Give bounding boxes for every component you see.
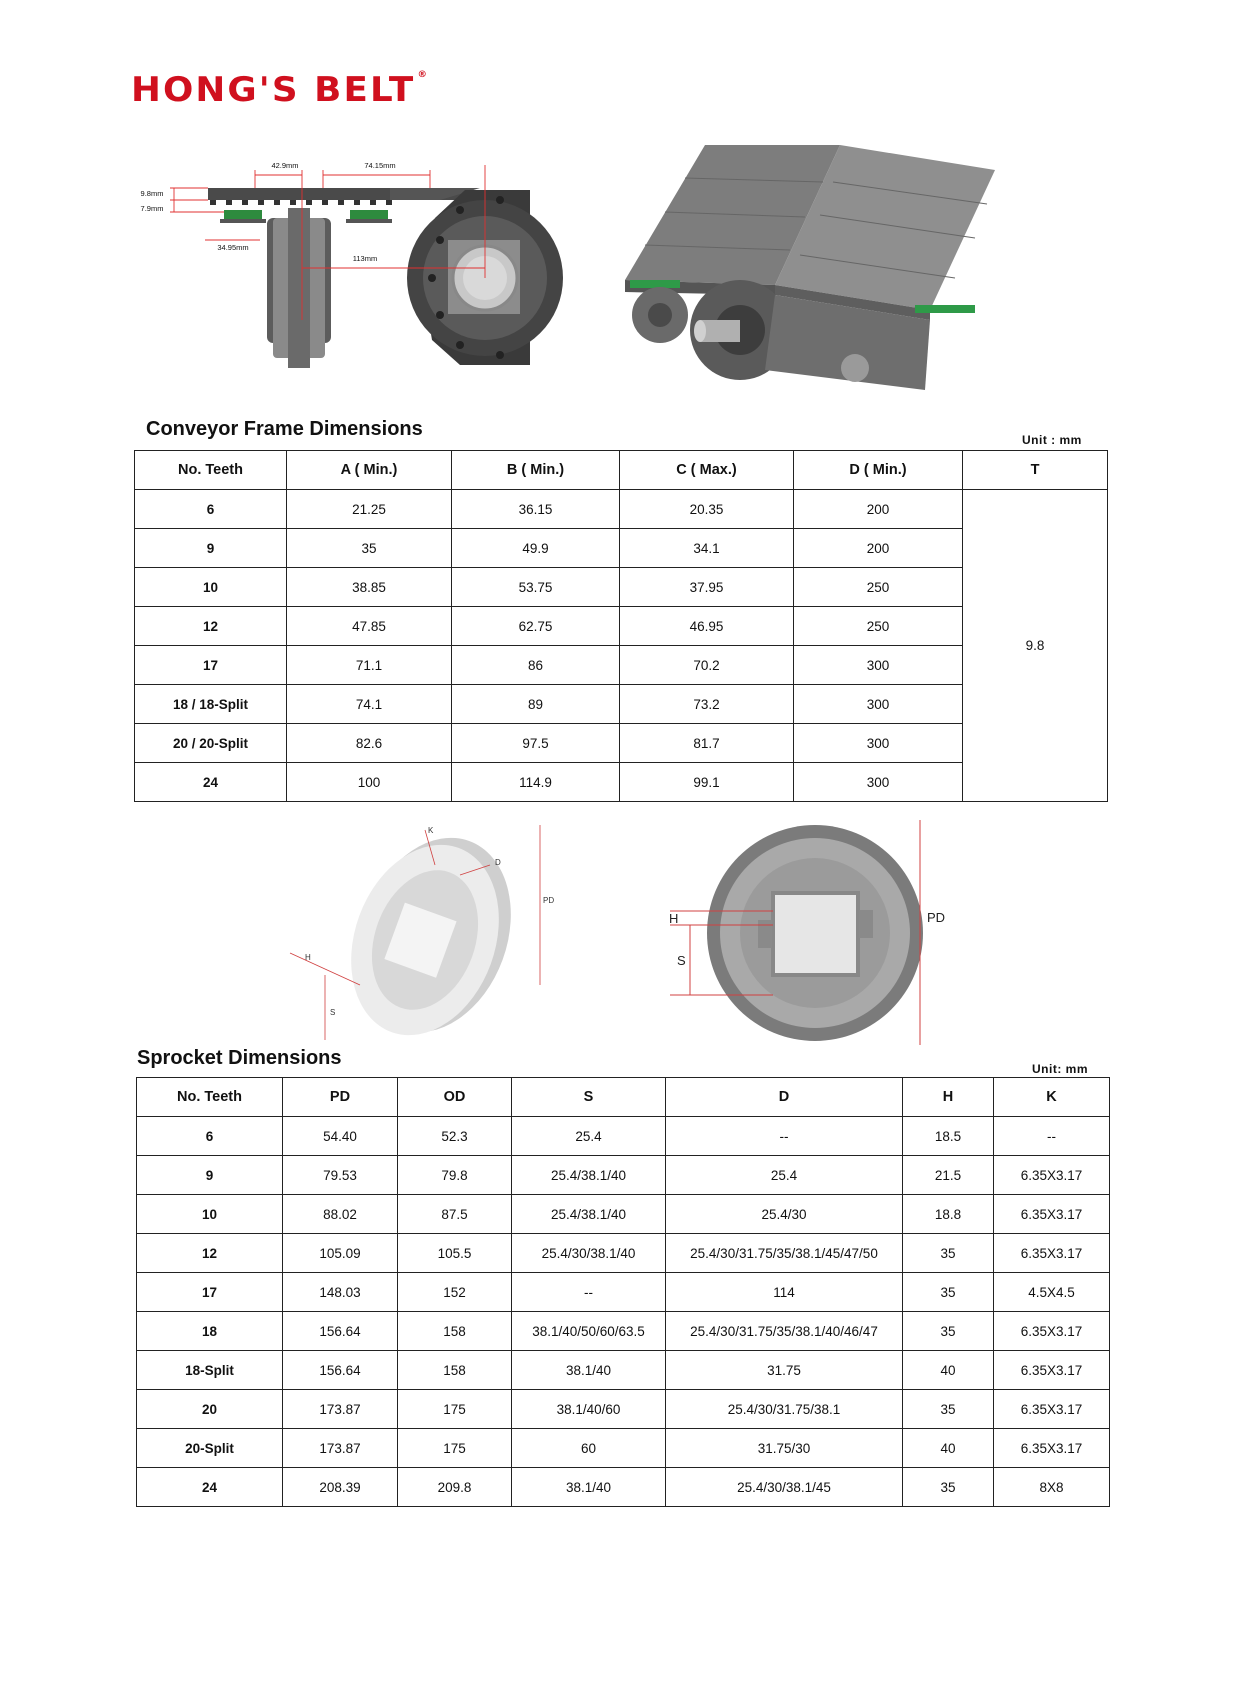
cell: 17 <box>135 646 287 685</box>
conveyor-belt-3d-image <box>625 140 1000 410</box>
sprocket-dimensions-table <box>136 1077 1110 1507</box>
cell: 6 <box>137 1117 283 1156</box>
cell: 25.4/38.1/40 <box>512 1156 666 1195</box>
table-row <box>135 763 1108 802</box>
cell: 156.64 <box>283 1312 398 1351</box>
table-row <box>137 1312 1110 1351</box>
cell: 24 <box>135 763 287 802</box>
cell: 6 <box>135 490 287 529</box>
table-row <box>135 685 1108 724</box>
cell: 99.1 <box>620 763 794 802</box>
sprocket-unit-label: Unit: mm <box>1032 1062 1088 1076</box>
header-no-teeth: No. Teeth <box>135 451 287 490</box>
cell: 38.85 <box>287 568 452 607</box>
table-row <box>135 607 1108 646</box>
cell: 6.35X3.17 <box>994 1156 1110 1195</box>
white-sprocket-k-label: K <box>428 826 434 835</box>
frame-unit-label: Unit : mm <box>1022 433 1082 447</box>
cell: 25.4/30/31.75/38.1 <box>666 1390 903 1429</box>
cell: 200 <box>794 529 963 568</box>
cell: 82.6 <box>287 724 452 763</box>
cell: 20-Split <box>137 1429 283 1468</box>
cell: 88.02 <box>283 1195 398 1234</box>
cell: 156.64 <box>283 1351 398 1390</box>
cell: 18.5 <box>903 1117 994 1156</box>
cell: 6.35X3.17 <box>994 1234 1110 1273</box>
cell: 25.4/30/31.75/35/38.1/45/47/50 <box>666 1234 903 1273</box>
cell: 54.40 <box>283 1117 398 1156</box>
cell: 86 <box>452 646 620 685</box>
white-sprocket-s-label: S <box>330 1008 336 1017</box>
header-b-min: B ( Min.) <box>452 451 620 490</box>
cell: 35 <box>287 529 452 568</box>
header-d: D <box>666 1078 903 1117</box>
sprocket-section-title: Sprocket Dimensions <box>137 1047 342 1069</box>
cell: 25.4/30 <box>666 1195 903 1234</box>
cell: 21.25 <box>287 490 452 529</box>
cell: 105.09 <box>283 1234 398 1273</box>
table-row <box>137 1429 1110 1468</box>
t-value-cell: 9.8 <box>963 490 1108 802</box>
cell: 105.5 <box>398 1234 512 1273</box>
cell: 40 <box>903 1351 994 1390</box>
cell: 18 <box>137 1312 283 1351</box>
cell: 300 <box>794 724 963 763</box>
cell: 300 <box>794 763 963 802</box>
header-no-teeth: No. Teeth <box>137 1078 283 1117</box>
header-k: K <box>994 1078 1110 1117</box>
cell: 175 <box>398 1390 512 1429</box>
header-d-min: D ( Min.) <box>794 451 963 490</box>
white-sprocket-3d-image <box>285 825 555 1050</box>
cell: 18.8 <box>903 1195 994 1234</box>
cell: 6.35X3.17 <box>994 1195 1110 1234</box>
cell: 46.95 <box>620 607 794 646</box>
cell: 24 <box>137 1468 283 1507</box>
sprocket-table-header <box>137 1078 1110 1117</box>
cell: 208.39 <box>283 1468 398 1507</box>
cell: 79.8 <box>398 1156 512 1195</box>
cell: 38.1/40 <box>512 1351 666 1390</box>
registered-mark: ® <box>417 70 427 80</box>
cell: 100 <box>287 763 452 802</box>
cell: 40 <box>903 1429 994 1468</box>
table-row <box>137 1351 1110 1390</box>
cell: 6.35X3.17 <box>994 1390 1110 1429</box>
cell: 175 <box>398 1429 512 1468</box>
cell: 97.5 <box>452 724 620 763</box>
cell: 8X8 <box>994 1468 1110 1507</box>
header-c-max: C ( Max.) <box>620 451 794 490</box>
white-sprocket-h-label: H <box>305 953 311 962</box>
cell: 114.9 <box>452 763 620 802</box>
table-row <box>137 1273 1110 1312</box>
cell: 25.4/38.1/40 <box>512 1195 666 1234</box>
cell: 35 <box>903 1312 994 1351</box>
cell: 73.2 <box>620 685 794 724</box>
cell: 35 <box>903 1390 994 1429</box>
cell: 34.1 <box>620 529 794 568</box>
table-row <box>137 1234 1110 1273</box>
table-row <box>137 1390 1110 1429</box>
dim-label-74-15: 74.15mm <box>364 161 396 170</box>
grey-sprocket-s-label: S <box>677 953 686 968</box>
cell: 6.35X3.17 <box>994 1351 1110 1390</box>
cell: 6.35X3.17 <box>994 1429 1110 1468</box>
cell: -- <box>512 1273 666 1312</box>
cell: 200 <box>794 490 963 529</box>
cell: 300 <box>794 685 963 724</box>
cell: 12 <box>137 1234 283 1273</box>
cell: 70.2 <box>620 646 794 685</box>
cell: 31.75 <box>666 1351 903 1390</box>
table-row <box>135 568 1108 607</box>
table-row <box>135 724 1108 763</box>
cell: 9 <box>137 1156 283 1195</box>
cell: 21.5 <box>903 1156 994 1195</box>
brand-name: HONG'S BELT <box>131 70 416 110</box>
cell: 62.75 <box>452 607 620 646</box>
table-row <box>135 529 1108 568</box>
table-row <box>137 1468 1110 1507</box>
cell: 4.5X4.5 <box>994 1273 1110 1312</box>
cell: 49.9 <box>452 529 620 568</box>
cell: 31.75/30 <box>666 1429 903 1468</box>
header-s: S <box>512 1078 666 1117</box>
cell: 209.8 <box>398 1468 512 1507</box>
cell: 6.35X3.17 <box>994 1312 1110 1351</box>
cell: 38.1/40/50/60/63.5 <box>512 1312 666 1351</box>
cell: 25.4 <box>512 1117 666 1156</box>
cell: 35 <box>903 1468 994 1507</box>
frame-table-header <box>135 451 1108 490</box>
cell: 158 <box>398 1351 512 1390</box>
cell: 250 <box>794 568 963 607</box>
cell: 38.1/40/60 <box>512 1390 666 1429</box>
cell: 47.85 <box>287 607 452 646</box>
cell: 10 <box>135 568 287 607</box>
frame-section-title: Conveyor Frame Dimensions <box>146 418 423 440</box>
cell: 81.7 <box>620 724 794 763</box>
cell: 20 <box>137 1390 283 1429</box>
cell: 35 <box>903 1273 994 1312</box>
dim-label-7-9: 7.9mm <box>140 204 164 213</box>
frame-cross-section-drawing <box>140 160 570 395</box>
cell: 36.15 <box>452 490 620 529</box>
table-row <box>137 1156 1110 1195</box>
cell: 79.53 <box>283 1156 398 1195</box>
cell: 25.4/30/38.1/45 <box>666 1468 903 1507</box>
cell: 152 <box>398 1273 512 1312</box>
cell: 300 <box>794 646 963 685</box>
frame-dimensions-table <box>134 450 1108 802</box>
grey-sprocket-3d-image <box>665 815 955 1050</box>
cell: 114 <box>666 1273 903 1312</box>
cell: 12 <box>135 607 287 646</box>
cell: 71.1 <box>287 646 452 685</box>
cell: 38.1/40 <box>512 1468 666 1507</box>
cell: 52.3 <box>398 1117 512 1156</box>
brand-logo <box>131 70 427 110</box>
white-sprocket-d-label: D <box>495 858 501 867</box>
cell: 25.4/30/31.75/35/38.1/40/46/47 <box>666 1312 903 1351</box>
white-sprocket-pd-label: PD <box>543 896 555 905</box>
cell: 87.5 <box>398 1195 512 1234</box>
cell: 9 <box>135 529 287 568</box>
cell: 25.4/30/38.1/40 <box>512 1234 666 1273</box>
wear-strip-left <box>224 210 262 219</box>
dim-label-9-8: 9.8mm <box>140 189 164 198</box>
cell: 37.95 <box>620 568 794 607</box>
cell: 18-Split <box>137 1351 283 1390</box>
cell: -- <box>994 1117 1110 1156</box>
cell: 89 <box>452 685 620 724</box>
dim-label-42-9: 42.9mm <box>271 161 299 170</box>
cell: 60 <box>512 1429 666 1468</box>
cell: 250 <box>794 607 963 646</box>
table-row <box>135 646 1108 685</box>
cell: 20 / 20-Split <box>135 724 287 763</box>
cell: 148.03 <box>283 1273 398 1312</box>
header-t: T <box>963 451 1108 490</box>
header-h: H <box>903 1078 994 1117</box>
table-row <box>137 1195 1110 1234</box>
cell: 25.4 <box>666 1156 903 1195</box>
cell: 17 <box>137 1273 283 1312</box>
dim-label-34-95: 34.95mm <box>217 243 249 252</box>
cell: 10 <box>137 1195 283 1234</box>
header-pd: PD <box>283 1078 398 1117</box>
cell: 74.1 <box>287 685 452 724</box>
header-od: OD <box>398 1078 512 1117</box>
cell: 53.75 <box>452 568 620 607</box>
cell: 35 <box>903 1234 994 1273</box>
cell: 173.87 <box>283 1390 398 1429</box>
cell: 20.35 <box>620 490 794 529</box>
cell: -- <box>666 1117 903 1156</box>
cell: 173.87 <box>283 1429 398 1468</box>
table-row <box>135 490 1108 529</box>
grey-sprocket-h-label: H <box>669 911 679 926</box>
header-a-min: A ( Min.) <box>287 451 452 490</box>
table-row <box>137 1117 1110 1156</box>
cell: 18 / 18-Split <box>135 685 287 724</box>
cell: 158 <box>398 1312 512 1351</box>
grey-sprocket-pd-label: PD <box>927 910 946 925</box>
wear-strip-right <box>350 210 388 219</box>
dim-label-113: 113mm <box>352 254 378 263</box>
